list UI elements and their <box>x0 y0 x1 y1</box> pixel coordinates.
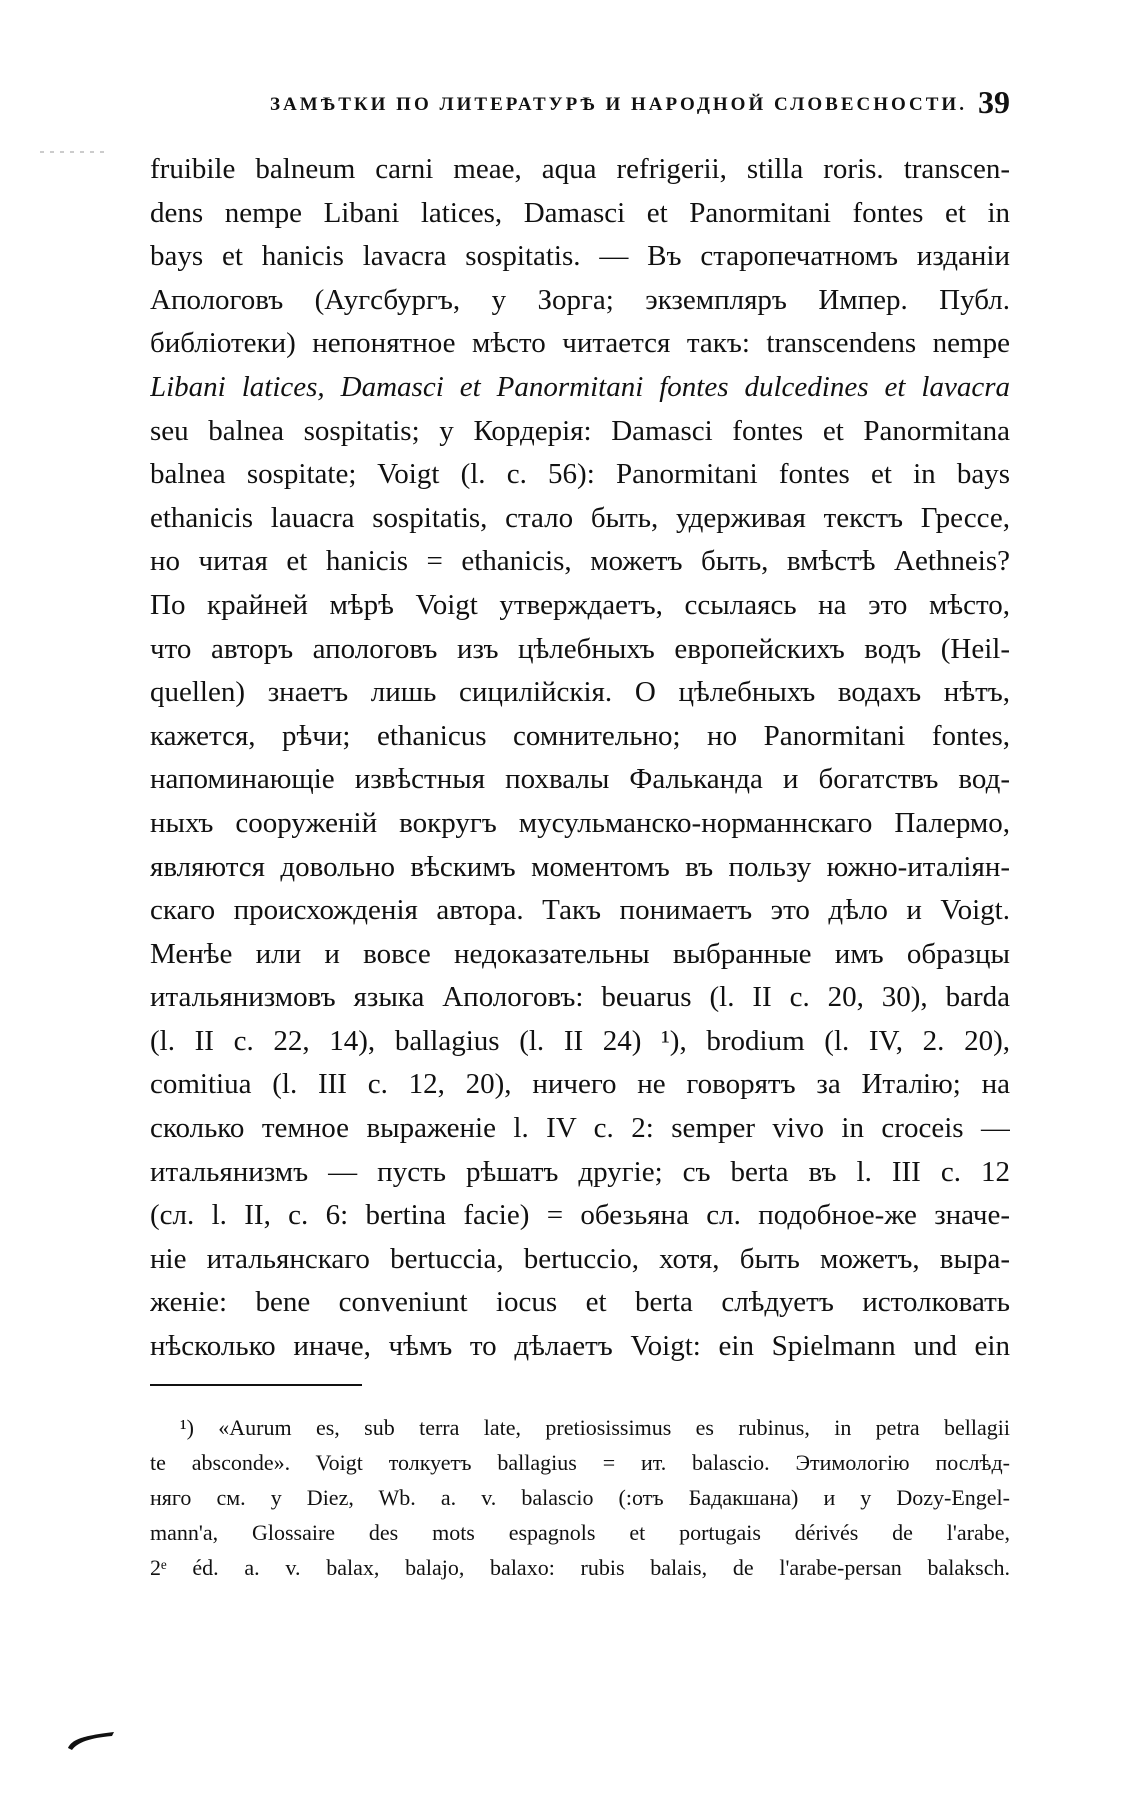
text-line: итальянизмовъ языка Апологовъ: beuarus (l. II c. 20, 30), barda <box>150 981 1010 1014</box>
text-line: являются довольно вѣскимъ моментомъ въ пользу южно-италіян- <box>150 850 1010 883</box>
text-line: (l. II c. 22, 14), ballagius (l. II 24) ¹), brodium (l. IV, 2. 20), <box>150 1024 1010 1057</box>
page-header <box>150 84 1010 128</box>
text-line: кажется, рѣчи; ethanicus сомнительно; но Panormitani fontes, <box>150 719 1010 752</box>
text-line: Апологовъ (Аугсбургъ, у Зорга; экземпляръ Импер. Публ. <box>150 283 1010 316</box>
footnote-line: 2ᵉ éd. a. v. balax, balajo, balaxo: rubis balais, de l'arabe-persan balaksch. <box>150 1555 1010 1580</box>
text-line: напоминающіе извѣстныя похвалы Фальканда и богатствъ вод- <box>150 763 1010 796</box>
text-line: quellen) знаетъ лишь сицилійскія. О цѣлебныхъ водахъ нѣтъ, <box>150 676 1010 709</box>
footnote-line: ¹) «Aurum es, sub terra late, pretiosissimus es rubinus, in petra bellagii <box>180 1415 1010 1440</box>
text-line: Менѣе или и вовсе недоказательны выбранные имъ образцы <box>150 937 1010 970</box>
text-line: библіотеки) непонятное мѣсто читается такъ: transcendens nempe <box>150 327 1010 360</box>
text-line: сколько темное выраженіе l. IV c. 2: semper vivo in croceis — <box>150 1112 1010 1145</box>
text-line: ныхъ сооруженій вокругъ мусульманско-норманнскаго Палермо, <box>150 806 1010 839</box>
footnote-rule <box>150 1384 362 1386</box>
text-line: comitiua (l. III c. 12, 20), ничего не говорятъ за Италію; на <box>150 1068 1010 1101</box>
text-line: ethanicis lauacra sospitatis, стало быть, удерживая текстъ Грессе, <box>150 501 1010 534</box>
footnote-line: mann'a, Glossaire des mots espagnols et portugais dérivés de l'arabe, <box>150 1520 1010 1545</box>
footnote-line: te absconde». Voigt толкуетъ ballagius = ит. balascio. Этимологію послѣд- <box>150 1450 1010 1475</box>
text-line: balnea sospitate; Voigt (l. c. 56): Panormitani fontes et in bays <box>150 458 1010 491</box>
text-line: По крайней мѣрѣ Voigt утверждаетъ, ссылаясь на это мѣсто, <box>150 588 1010 621</box>
page-number: 39 <box>978 84 1010 120</box>
text-line: женіе: bene conveniunt iocus et berta слѣдуетъ истолковать <box>150 1286 1010 1319</box>
footnote <box>150 1410 1010 1585</box>
text-line: (сл. l. II, c. 6: bertina facie) = обезьяна сл. подобное-же значе- <box>150 1199 1010 1232</box>
text-line: нѣсколько иначе, чѣмъ то дѣлаетъ Voigt: ein Spielmann und ein <box>150 1330 1010 1363</box>
text-line: что авторъ апологовъ изъ цѣлебныхъ европейскихъ водъ (Heil- <box>150 632 1010 665</box>
text-line: bays et hanicis lavacra sospitatis. — Въ старопечатномъ изданіи <box>150 240 1010 273</box>
margin-dash-mark <box>40 150 110 154</box>
footnote-line: няго см. у Diez, Wb. a. v. balascio (:отъ Бадакшана) и у Dozy-Engel- <box>150 1485 1010 1510</box>
text-line: ніе итальянскаго bertuccia, bertuccio, хотя, быть можетъ, выра- <box>150 1242 1010 1275</box>
main-text <box>150 148 1010 1369</box>
text-line: fruibile balneum carni meae, aqua refrigerii, stilla roris. transcen- <box>150 153 1010 185</box>
text-line: итальянизмъ — пусть рѣшатъ другіе; съ berta въ l. III c. 12 <box>150 1155 1010 1188</box>
text-line: Libani latices, Damasci et Panormitani fontes dulcedines et lavacra <box>150 370 1010 403</box>
running-title: ЗАМѢТКИ ПО ЛИТЕРАТУРѢ И НАРОДНОЙ СЛОВЕСНОСТИ. <box>270 94 967 115</box>
text-line: seu balnea sospitatis; у Кордерія: Damasci fontes et Panormitana <box>150 414 1010 447</box>
text-line: dens nempe Libani latices, Damasci et Panormitani fontes et in <box>150 196 1010 229</box>
text-line: скаго происхожденія автора. Такъ понимаетъ это дѣло и Voigt. <box>150 894 1010 927</box>
ink-mark <box>66 1728 116 1750</box>
text-line: но читая et hanicis = ethanicis, можетъ быть, вмѣстѣ Aethneis? <box>150 545 1010 578</box>
